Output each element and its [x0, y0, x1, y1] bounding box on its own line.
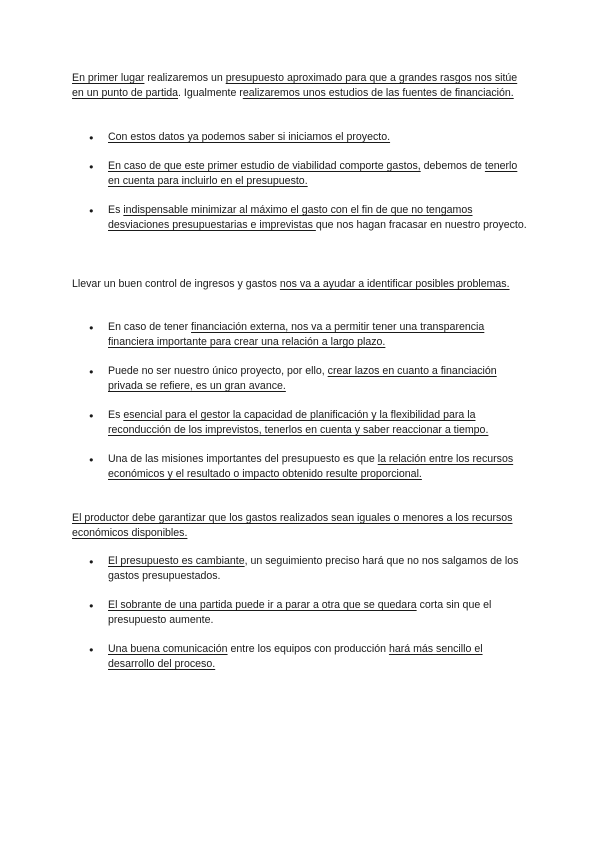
paragraph-intro	[72, 71, 527, 101]
list-item	[72, 642, 527, 672]
list-item	[72, 320, 527, 350]
text-segment: , un seguimiento preciso hará que no nos salgamos de los gastos presupuestados.	[108, 555, 519, 582]
text-segment: Una de las misiones importantes del presupuesto es que	[108, 453, 378, 465]
text-segment: esencial para el gestor la capacidad de planificación y la flexibilidad para la reconducción de los imprevistos, tenerlos en cuenta y saber reaccionar a tiempo.	[108, 409, 489, 436]
text-segment: ealizaremos unos estudios de las fuentes de financiación.	[242, 87, 514, 99]
text-segment: El presupuesto es cambiante	[108, 555, 245, 567]
list-item	[72, 408, 527, 438]
text-segment: Una buena comunicación	[108, 643, 228, 655]
text-segment: corta sin que el presupuesto aumente.	[108, 599, 492, 626]
text-segment: Puede no ser nuestro único proyecto, por ello,	[108, 365, 328, 377]
list-item	[72, 554, 527, 584]
text-segment: financiación externa, nos va a permitir tener una transparencia financiera importante para crear una relación a largo plazo.	[108, 321, 485, 348]
text-segment: la relación entre los recursos económicos y el resultado o impacto obtenido resulte proporcional.	[108, 453, 514, 480]
text-segment: realizaremos un	[144, 72, 226, 84]
list-item	[72, 364, 527, 394]
list-item	[72, 130, 527, 145]
text-segment: tenerlo en cuenta para incluirlo en el presupuesto.	[108, 160, 518, 187]
text-segment: hará más sencillo el desarrollo del proceso.	[108, 643, 483, 670]
text-segment: Con estos datos ya podemos saber si iniciamos el proyecto.	[108, 131, 391, 143]
text-segment: indispensable minimizar al máximo el gasto con el fin de que no tengamos desviaciones presupuestarias e imprevistas	[108, 204, 473, 231]
text-segment: crear lazos en cuanto a financiación privada se refiere, es un gran avance.	[108, 365, 497, 392]
bullet-list-2	[72, 320, 527, 496]
text-segment: nos va a ayudar a identificar posibles problemas.	[279, 278, 510, 290]
text-segment: debemos de	[420, 160, 485, 172]
text-segment: presupuesto aproximado para que a grandes rasgos nos sitúe en un punto de partida	[72, 72, 518, 99]
text-segment: En caso de que este primer estudio de viabilidad comporte gastos,	[108, 160, 421, 172]
bullet-list-1	[72, 130, 527, 247]
list-item	[72, 598, 527, 628]
bullet-list-3	[72, 554, 527, 686]
list-item	[72, 452, 527, 482]
text-segment: En primer lugar	[72, 72, 145, 84]
text-segment: El sobrante de una partida puede ir a parar a otra que se quedara	[108, 599, 417, 611]
text-segment: . Igualmente r	[178, 87, 243, 99]
text-segment: Llevar un buen control de ingresos y gastos	[72, 278, 280, 290]
text-segment: Es	[108, 204, 124, 216]
list-item	[72, 159, 527, 189]
text-segment: entre los equipos con producción	[227, 643, 389, 655]
paragraph-producer	[72, 511, 527, 541]
list-item	[72, 203, 527, 233]
text-segment: Es	[108, 409, 124, 421]
text-segment: En caso de tener	[108, 321, 192, 333]
paragraph-control	[72, 277, 527, 292]
text-segment: que nos hagan fracasar en nuestro proyecto.	[315, 219, 527, 231]
text-segment: El productor debe garantizar que los gastos realizados sean iguales o menores a los recursos económicos disponibles.	[72, 512, 513, 539]
